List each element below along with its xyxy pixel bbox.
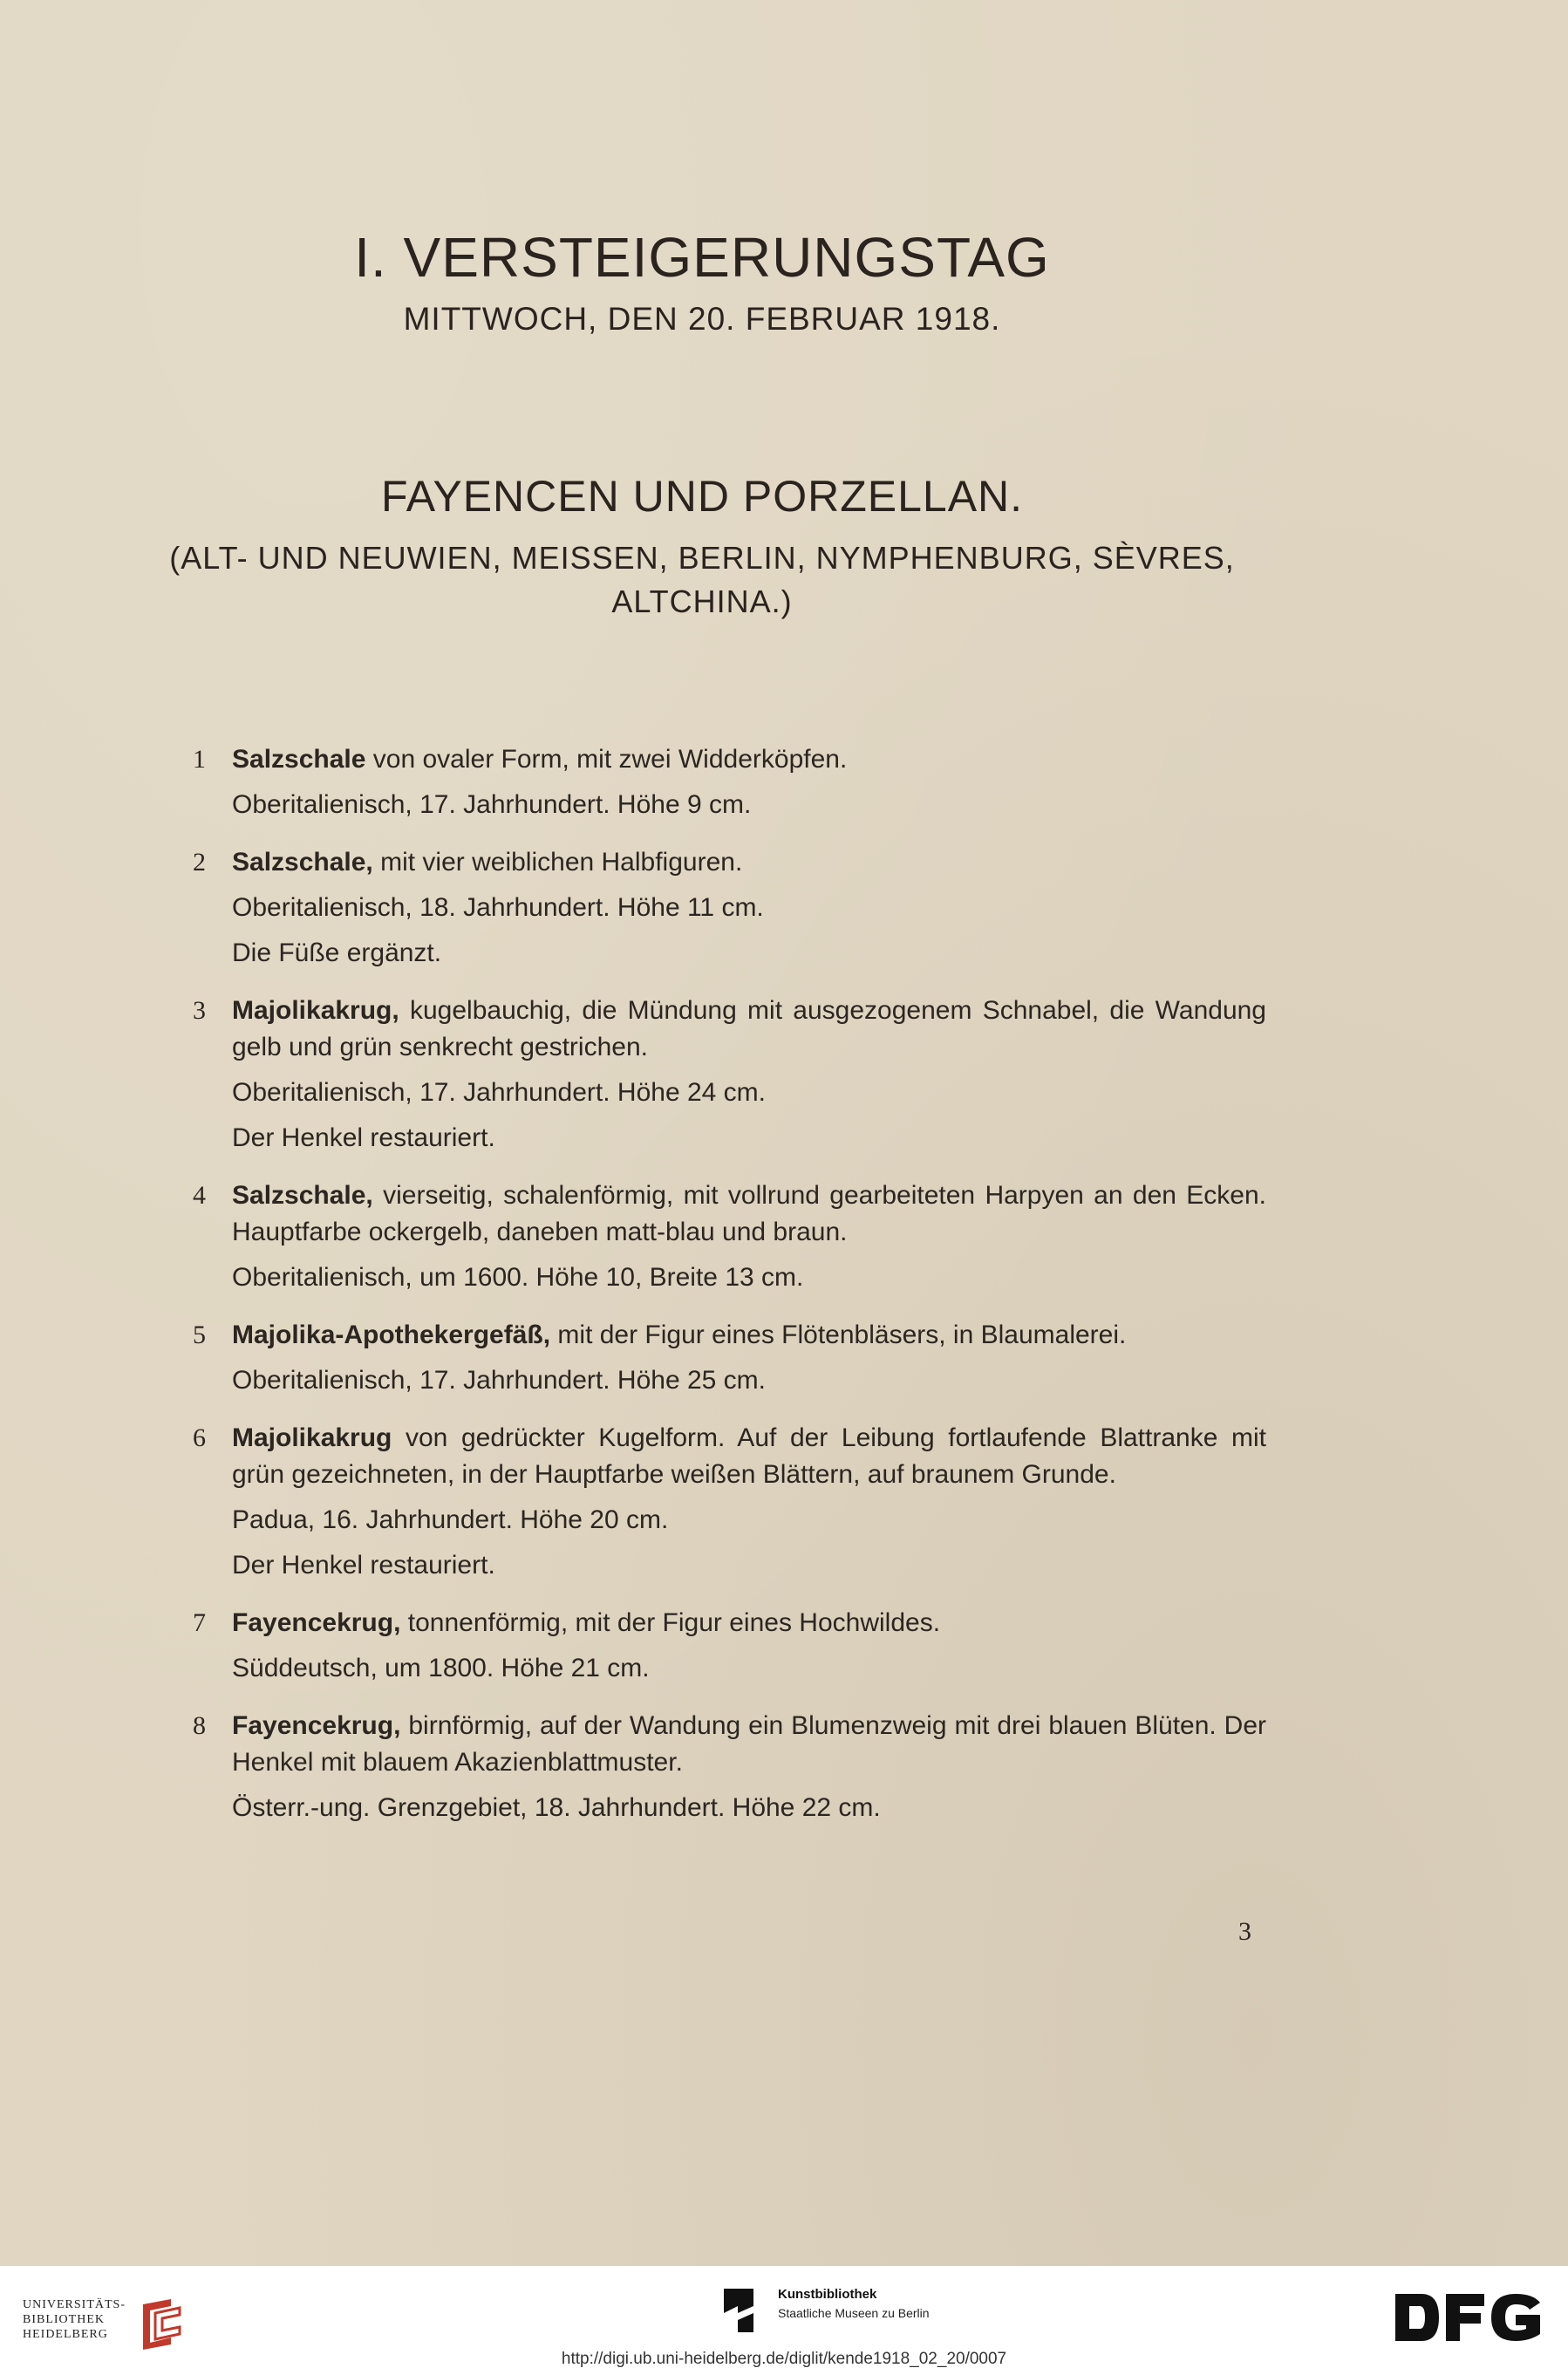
catalog-entry bbox=[174, 741, 1266, 823]
entry-description bbox=[232, 1605, 1266, 1641]
library-name bbox=[23, 2297, 145, 2342]
kunstbibliothek-name: Kunstbibliothek bbox=[778, 2287, 877, 2302]
dfg-logo[interactable] bbox=[1394, 2290, 1544, 2344]
library-name-line: UNIVERSITÄTS- bbox=[23, 2298, 126, 2311]
entry-description bbox=[232, 741, 1266, 778]
catalog-entry bbox=[174, 1177, 1266, 1296]
entry-text: mit der Figur eines Flötenbläsers, in Blaumalerei. bbox=[550, 1321, 1127, 1349]
entry-name: Salzschale, bbox=[232, 848, 373, 877]
source-url[interactable]: http://digi.ub.uni-heidelberg.de/diglit/kende1918_02_20/0007 bbox=[561, 2350, 1007, 2368]
entry-note: Der Henkel restauriert. bbox=[232, 1123, 495, 1152]
entry-text: birnförmig, auf der Wandung ein Blumenzweig mit drei blauen Blüten. Der Henkel mit blauem Akazienblattmuster. bbox=[232, 1711, 1266, 1777]
entry-description bbox=[232, 1317, 1266, 1354]
entry-text: kugelbauchig, die Mündung mit ausgezogenem Schnabel, die Wandung gelb und grün senkrecht gestrichen. bbox=[232, 996, 1266, 1061]
entry-name: Salzschale, bbox=[232, 1181, 373, 1210]
kunstbibliothek-mark-icon bbox=[715, 2287, 764, 2334]
catalog-entry bbox=[174, 993, 1266, 1157]
catalog-entry bbox=[174, 1317, 1266, 1399]
digitization-footer bbox=[0, 2266, 1568, 2375]
entry-name: Majolikakrug bbox=[232, 1423, 392, 1452]
entry-description bbox=[232, 844, 1266, 881]
entry-note: Oberitalienisch, 17. Jahrhundert. Höhe 9 cm. bbox=[232, 790, 752, 819]
entry-name: Majolika-Apothekergefäß, bbox=[232, 1321, 551, 1349]
section-subtitle: (ALT- UND NEUWIEN, MEISSEN, BERLIN, NYMPHENBURG, SÈVRES, ALTCHINA.) bbox=[169, 540, 1235, 619]
entry-note: Österr.-ung. Grenzgebiet, 18. Jahrhundert. Höhe 22 cm. bbox=[232, 1793, 881, 1822]
entry-number: 6 bbox=[193, 1423, 206, 1452]
entry-text: vierseitig, schalenförmig, mit vollrund gearbeiteten Harpyen an den Ecken. Hauptfarbe ockergelb, daneben matt-blau und braun. bbox=[232, 1181, 1266, 1246]
kunstbibliothek-subtitle: Staatliche Museen zu Berlin bbox=[778, 2306, 930, 2320]
entry-note: Oberitalienisch, um 1600. Höhe 10, Breite 13 cm. bbox=[232, 1263, 804, 1292]
entry-number: 5 bbox=[193, 1321, 206, 1349]
entry-name: Majolikakrug, bbox=[232, 996, 399, 1025]
entry-number: 7 bbox=[193, 1608, 206, 1637]
entry-text: von gedrückter Kugelform. Auf der Leibung fortlaufende Blattranke mit grün gezeichneten, in der Hauptfarbe weißen Blättern, auf braunem Grunde. bbox=[232, 1423, 1266, 1489]
library-name-line: HEIDELBERG bbox=[23, 2328, 108, 2341]
entry-note: Oberitalienisch, 17. Jahrhundert. Höhe 25 cm. bbox=[232, 1366, 766, 1395]
catalog-entry bbox=[174, 1420, 1266, 1584]
catalog-entry bbox=[174, 1708, 1266, 1826]
heidelberg-library-mark-icon bbox=[136, 2296, 185, 2351]
entry-number: 1 bbox=[193, 745, 206, 774]
page-number: 3 bbox=[1238, 1917, 1251, 1946]
day-title: I. VERSTEIGERUNGSTAG bbox=[354, 226, 1050, 289]
section-title: FAYENCEN UND PORZELLAN. bbox=[380, 472, 1024, 521]
entry-note: Der Henkel restauriert. bbox=[232, 1551, 495, 1580]
entry-note: Oberitalienisch, 18. Jahrhundert. Höhe 11 cm. bbox=[232, 893, 764, 922]
catalog-entry bbox=[174, 844, 1266, 972]
entry-number: 2 bbox=[193, 848, 206, 877]
entry-name: Fayencekrug, bbox=[232, 1608, 401, 1637]
entry-note: Die Füße ergänzt. bbox=[232, 938, 442, 967]
catalog-entry bbox=[174, 1605, 1266, 1687]
entry-number: 8 bbox=[193, 1711, 206, 1740]
kunstbibliothek-logo[interactable] bbox=[715, 2285, 994, 2337]
entry-note: Padua, 16. Jahrhundert. Höhe 20 cm. bbox=[232, 1505, 669, 1534]
entry-description bbox=[232, 1420, 1266, 1493]
entry-text: von ovaler Form, mit zwei Widderköpfen. bbox=[365, 745, 848, 774]
entry-note: Süddeutsch, um 1800. Höhe 21 cm. bbox=[232, 1654, 650, 1682]
entry-description bbox=[232, 1708, 1266, 1781]
entry-description bbox=[232, 1177, 1266, 1251]
entry-number: 3 bbox=[193, 996, 206, 1025]
catalog-entries bbox=[174, 741, 1266, 1847]
heidelberg-library-logo[interactable] bbox=[23, 2278, 197, 2351]
entry-description bbox=[232, 993, 1266, 1066]
library-name-line: BIBLIOTHEK bbox=[23, 2313, 105, 2326]
entry-name: Fayencekrug, bbox=[232, 1711, 401, 1740]
entry-note: Oberitalienisch, 17. Jahrhundert. Höhe 24 cm. bbox=[232, 1078, 766, 1107]
entry-text: mit vier weiblichen Halbfiguren. bbox=[372, 848, 743, 877]
entry-name: Salzschale bbox=[232, 745, 366, 774]
entry-text: tonnenförmig, mit der Figur eines Hochwildes. bbox=[400, 1608, 941, 1637]
day-date: MITTWOCH, DEN 20. FEBRUAR 1918. bbox=[403, 301, 1001, 337]
entry-number: 4 bbox=[193, 1181, 206, 1210]
